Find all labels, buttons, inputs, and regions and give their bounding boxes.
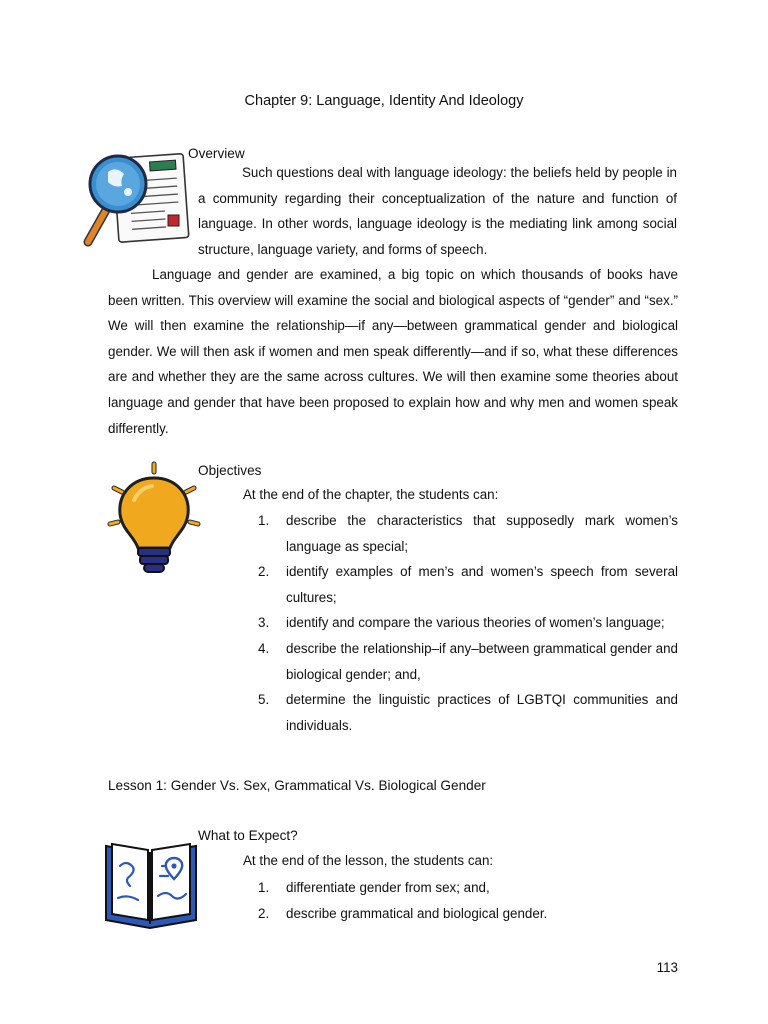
open-book-map-icon xyxy=(100,836,202,932)
list-item-text: identify examples of men’s and women’s speech from several cultures; xyxy=(286,564,678,605)
list-item-number: 2. xyxy=(258,905,270,921)
list-item-number: 2. xyxy=(258,564,270,580)
list-item xyxy=(258,875,678,901)
what-to-expect-list xyxy=(258,875,678,926)
list-item-text: describe the characteristics that supposedly mark women’s language as special; xyxy=(286,513,678,554)
page-number: 113 xyxy=(656,960,678,975)
list-item-text: identify and compare the various theories of women’s language; xyxy=(286,615,665,631)
list-item xyxy=(258,901,678,927)
overview-paragraph-1-text: Such questions deal with language ideology: the beliefs held by people in a community regarding their conceptualization of the nature and function of language. In other words, language ideology is the mediating link among social structure, language variety, and forms of speech. xyxy=(198,165,677,257)
list-item-text: differentiate gender from sex; and, xyxy=(286,880,490,895)
list-item xyxy=(258,508,678,559)
overview-paragraph-1 xyxy=(198,160,677,262)
lightbulb-icon xyxy=(104,460,208,580)
objectives-intro: At the end of the chapter, the students can: xyxy=(243,487,499,502)
lesson-title: Lesson 1: Gender Vs. Sex, Grammatical Vs. Biological Gender xyxy=(108,778,486,793)
list-item-number: 3. xyxy=(258,615,270,631)
list-item-number: 4. xyxy=(258,640,270,656)
list-item xyxy=(258,610,678,636)
magnifier-document-icon xyxy=(80,148,192,250)
overview-paragraph-2 xyxy=(108,262,678,441)
objectives-heading: Objectives xyxy=(198,463,262,478)
chapter-title: Chapter 9: Language, Identity And Ideology xyxy=(244,93,524,109)
what-to-expect-heading: What to Expect? xyxy=(198,828,298,843)
list-item-text: describe the relationship–if any–between grammatical gender and biological gender; and, xyxy=(286,640,678,682)
what-to-expect-intro: At the end of the lesson, the students can: xyxy=(243,853,494,868)
list-item xyxy=(258,687,678,738)
overview-heading: Overview xyxy=(188,146,245,161)
list-item-number: 1. xyxy=(258,880,270,895)
list-item-number: 5. xyxy=(258,692,270,708)
list-item-number: 1. xyxy=(258,513,270,528)
list-item-text: determine the linguistic practices of LGBTQI communities and individuals. xyxy=(286,692,678,733)
objectives-list xyxy=(258,508,678,738)
list-item-text: describe grammatical and biological gender. xyxy=(286,905,548,921)
list-item xyxy=(258,636,678,687)
list-item xyxy=(258,559,678,610)
overview-paragraph-2-text: Language and gender are examined, a big topic on which thousands of books have been written. This overview will examine the social and biological aspects of “gender” and “sex.” We will then examine the relationship—if any—between grammatical gender and biological gender. We will then ask if women and men speak differently—and if so, what these differences are and whether they are the same across cultures. We will then examine some theories about language and gender that have been proposed to explain how and why men and women speak differently. xyxy=(108,267,678,436)
